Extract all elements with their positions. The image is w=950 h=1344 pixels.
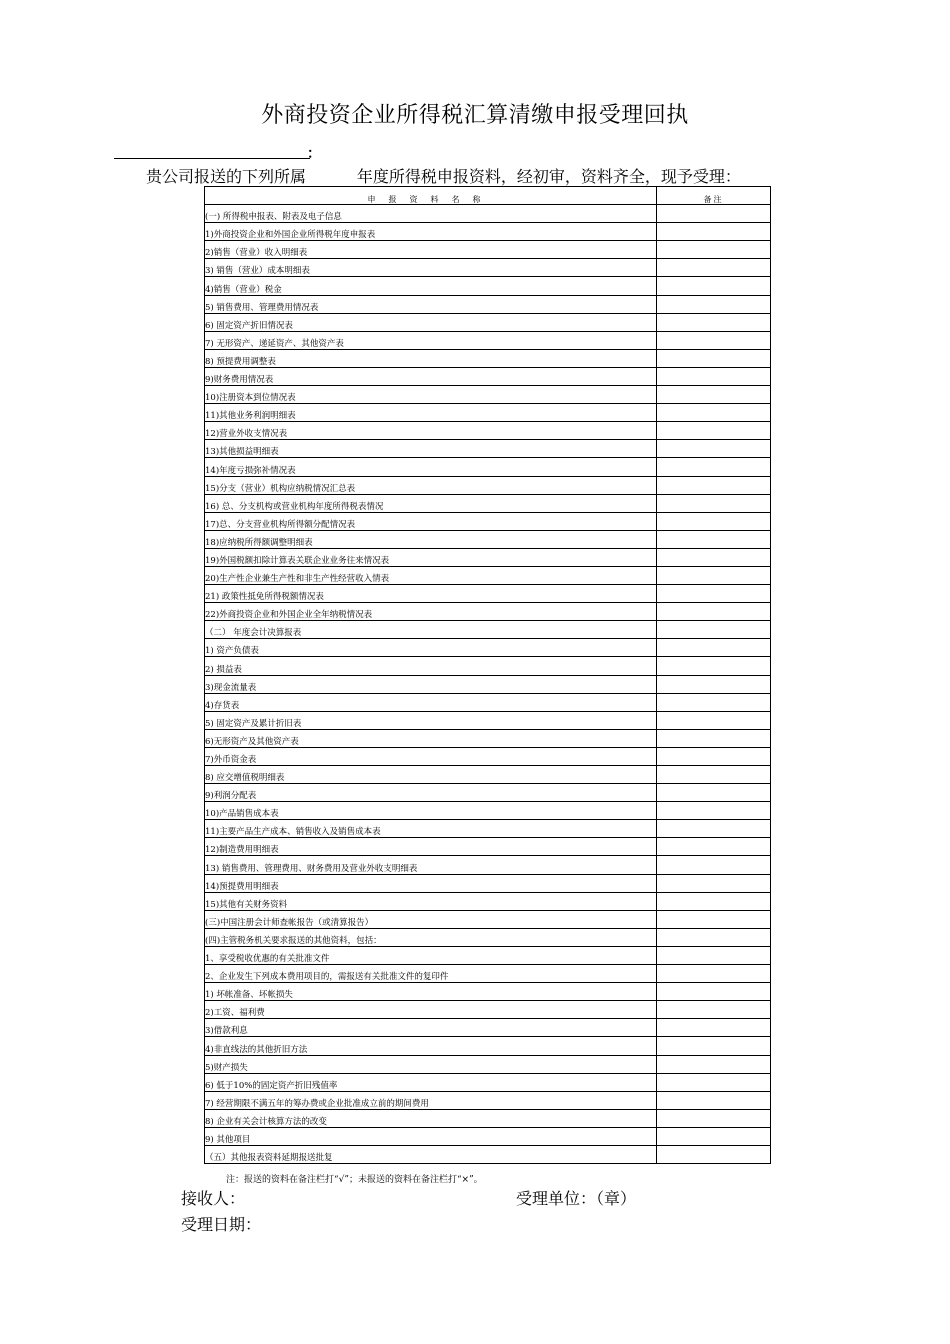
material-name-cell: 3) 销售（营业）成本明细表 <box>205 259 657 277</box>
table-row <box>205 1073 771 1091</box>
table-row <box>205 1055 771 1073</box>
table-row <box>205 657 771 675</box>
table-row <box>205 494 771 512</box>
date-label: 受理日期： <box>181 1215 262 1234</box>
table-row <box>205 965 771 983</box>
remarks-cell[interactable] <box>657 1001 771 1019</box>
remarks-cell[interactable] <box>657 621 771 639</box>
intro-sentence <box>146 164 741 187</box>
table-row <box>205 241 771 259</box>
remarks-cell[interactable] <box>657 476 771 494</box>
material-name-cell: 18)应纳税所得额调整明细表 <box>205 530 657 548</box>
table-row <box>205 639 771 657</box>
table-row <box>205 331 771 349</box>
material-name-cell: （二） 年度会计决算报表 <box>205 621 657 639</box>
material-name-cell: 14)年度亏损弥补情况表 <box>205 458 657 476</box>
addressee-colon: ： <box>307 146 321 162</box>
material-name-cell: 9) 其他项目 <box>205 1127 657 1145</box>
remarks-cell[interactable] <box>657 422 771 440</box>
table-row <box>205 530 771 548</box>
table-row <box>205 766 771 784</box>
material-name-cell: 15)其他有关财务资料 <box>205 892 657 910</box>
material-name-cell: 4)非直线法的其他折旧方法 <box>205 1037 657 1055</box>
table-row <box>205 277 771 295</box>
table-row <box>205 585 771 603</box>
material-name-cell: 11)主要产品生产成本、销售收入及销售成本表 <box>205 820 657 838</box>
remarks-cell[interactable] <box>657 1127 771 1145</box>
material-name-cell: 4)存货表 <box>205 693 657 711</box>
table-row <box>205 621 771 639</box>
remarks-cell[interactable] <box>657 675 771 693</box>
table-row <box>205 1145 771 1163</box>
page-title: 外商投资企业所得税汇算清缴申报受理回执 <box>261 103 689 128</box>
remarks-cell[interactable] <box>657 223 771 241</box>
table-row <box>205 603 771 621</box>
material-name-cell: (一) 所得税申报表、附表及电子信息 <box>205 205 657 223</box>
table-row <box>205 205 771 223</box>
footnote: 注：报送的资料在备注栏打“√”；未报送的资料在备注栏打“×”。 <box>226 1175 483 1185</box>
material-name-cell: 4)销售（营业）税金 <box>205 277 657 295</box>
material-name-cell: (三)中国注册会计师查帐报告（或清算报告） <box>205 910 657 928</box>
material-name-cell: 7)外币资金表 <box>205 747 657 765</box>
remarks-cell[interactable] <box>657 585 771 603</box>
remarks-cell[interactable] <box>657 349 771 367</box>
material-name-cell: 10)注册资本到位情况表 <box>205 386 657 404</box>
table-row <box>205 983 771 1001</box>
material-name-cell: (四)主管税务机关要求报送的其他资料，包括： <box>205 928 657 946</box>
material-name-cell: 1、享受税收优惠的有关批准文件 <box>205 946 657 964</box>
remarks-cell[interactable] <box>657 657 771 675</box>
remarks-cell[interactable] <box>657 784 771 802</box>
material-name-cell: 2) 损益表 <box>205 657 657 675</box>
table-row <box>205 548 771 566</box>
remarks-cell[interactable] <box>657 259 771 277</box>
table-row <box>205 386 771 404</box>
header-material-name: 申报资料名称 <box>205 187 657 205</box>
table-row <box>205 838 771 856</box>
table-row <box>205 458 771 476</box>
material-name-cell: 1) 资产负债表 <box>205 639 657 657</box>
remarks-cell[interactable] <box>657 458 771 476</box>
remarks-cell[interactable] <box>657 1145 771 1163</box>
remarks-cell[interactable] <box>657 367 771 385</box>
table-row <box>205 404 771 422</box>
remarks-cell[interactable] <box>657 241 771 259</box>
material-name-cell: 8) 预提费用调整表 <box>205 349 657 367</box>
table-row <box>205 1001 771 1019</box>
material-name-cell: 10)产品销售成本表 <box>205 802 657 820</box>
remarks-cell[interactable] <box>657 639 771 657</box>
remarks-cell[interactable] <box>657 331 771 349</box>
table-row <box>205 1109 771 1127</box>
material-name-cell: 5)财产损失 <box>205 1055 657 1073</box>
remarks-cell[interactable] <box>657 1037 771 1055</box>
table-row <box>205 295 771 313</box>
table-row <box>205 711 771 729</box>
table-row <box>205 946 771 964</box>
table-row <box>205 784 771 802</box>
table-row <box>205 820 771 838</box>
material-name-cell: 21) 政策性抵免所得税额情况表 <box>205 585 657 603</box>
material-name-cell: 20)生产性企业兼生产性和非生产性经营收入情表 <box>205 566 657 584</box>
material-name-cell: 14)预提费用明细表 <box>205 874 657 892</box>
table-row <box>205 313 771 331</box>
table-row <box>205 349 771 367</box>
material-name-cell: 3)借款利息 <box>205 1019 657 1037</box>
addressee-blank-field[interactable] <box>114 142 310 159</box>
table-row <box>205 223 771 241</box>
remarks-cell[interactable] <box>657 1109 771 1127</box>
remarks-cell[interactable] <box>657 277 771 295</box>
remarks-cell[interactable] <box>657 856 771 874</box>
material-name-cell: 1) 坏帐准备、坏帐损失 <box>205 983 657 1001</box>
table-row <box>205 675 771 693</box>
material-name-cell: 11)其他业务利润明细表 <box>205 404 657 422</box>
material-name-cell: 8) 应交增值税明细表 <box>205 766 657 784</box>
remarks-cell[interactable] <box>657 603 771 621</box>
table-row <box>205 892 771 910</box>
material-name-cell: 2)销售（营业）收入明细表 <box>205 241 657 259</box>
material-name-cell: 22)外商投资企业和外国企业全年纳税情况表 <box>205 603 657 621</box>
table-row <box>205 729 771 747</box>
table-row <box>205 693 771 711</box>
remarks-cell[interactable] <box>657 892 771 910</box>
material-name-cell: 6)无形资产及其他资产表 <box>205 729 657 747</box>
remarks-cell[interactable] <box>657 566 771 584</box>
remarks-cell[interactable] <box>657 1055 771 1073</box>
remarks-cell[interactable] <box>657 874 771 892</box>
material-name-cell: 2)工资、福利费 <box>205 1001 657 1019</box>
table-row <box>205 874 771 892</box>
table-row <box>205 1037 771 1055</box>
table-row <box>205 367 771 385</box>
remarks-cell[interactable] <box>657 386 771 404</box>
table-row <box>205 512 771 530</box>
remarks-cell[interactable] <box>657 946 771 964</box>
remarks-cell[interactable] <box>657 1019 771 1037</box>
table-row <box>205 747 771 765</box>
remarks-cell[interactable] <box>657 965 771 983</box>
remarks-cell[interactable] <box>657 295 771 313</box>
material-name-cell: 13)其他损益明细表 <box>205 440 657 458</box>
table-row <box>205 802 771 820</box>
intro-part1: 贵公司报送的下列所属 <box>146 167 307 186</box>
remarks-cell[interactable] <box>657 1073 771 1091</box>
remarks-cell[interactable] <box>657 494 771 512</box>
remarks-cell[interactable] <box>657 838 771 856</box>
table-row <box>205 440 771 458</box>
table-row <box>205 1091 771 1109</box>
remarks-cell[interactable] <box>657 766 771 784</box>
remarks-cell[interactable] <box>657 910 771 928</box>
table-header-row <box>205 187 771 205</box>
remarks-cell[interactable] <box>657 1091 771 1109</box>
table-row <box>205 928 771 946</box>
remarks-cell[interactable] <box>657 530 771 548</box>
remarks-cell[interactable] <box>657 983 771 1001</box>
table-row <box>205 566 771 584</box>
material-name-cell: 9)利润分配表 <box>205 784 657 802</box>
material-name-cell: 6) 低于10%的固定资产折旧残值率 <box>205 1073 657 1091</box>
year-blank[interactable] <box>306 167 357 186</box>
material-name-cell: 13) 销售费用、管理费用、财务费用及营业外收支明细表 <box>205 856 657 874</box>
remarks-cell[interactable] <box>657 747 771 765</box>
table-row <box>205 856 771 874</box>
material-name-cell: 12)制造费用明细表 <box>205 838 657 856</box>
material-name-cell: 3)现金流量表 <box>205 675 657 693</box>
table-row <box>205 259 771 277</box>
receiver-label: 接收人： <box>181 1189 246 1208</box>
remarks-cell[interactable] <box>657 440 771 458</box>
remarks-cell[interactable] <box>657 512 771 530</box>
table-row <box>205 1019 771 1037</box>
material-name-cell: 7) 经营期限不满五年的筹办费或企业批准成立前的期间费用 <box>205 1091 657 1109</box>
remarks-cell[interactable] <box>657 693 771 711</box>
material-name-cell: 9)财务费用情况表 <box>205 367 657 385</box>
material-name-cell: 5) 销售费用、管理费用情况表 <box>205 295 657 313</box>
table-row <box>205 910 771 928</box>
material-name-cell: 1)外商投资企业和外国企业所得税年度申报表 <box>205 223 657 241</box>
material-name-cell: 6) 固定资产折旧情况表 <box>205 313 657 331</box>
remarks-cell[interactable] <box>657 404 771 422</box>
table-row <box>205 476 771 494</box>
material-name-cell: 2、企业发生下列成本费用项目的，需报送有关批准文件的复印件 <box>205 965 657 983</box>
remarks-cell[interactable] <box>657 928 771 946</box>
remarks-cell[interactable] <box>657 313 771 331</box>
remarks-cell[interactable] <box>657 802 771 820</box>
remarks-cell[interactable] <box>657 205 771 223</box>
material-name-cell: 12)营业外收支情况表 <box>205 422 657 440</box>
material-name-cell: 16) 总、分支机构或营业机构年度所得税表情况 <box>205 494 657 512</box>
accepting-unit-label: 受理单位：（章） <box>516 1189 637 1208</box>
material-name-cell: 19)外国税额扣除计算表关联企业业务往来情况表 <box>205 548 657 566</box>
remarks-cell[interactable] <box>657 729 771 747</box>
materials-table <box>204 186 771 1164</box>
remarks-cell[interactable] <box>657 548 771 566</box>
material-name-cell: 15)分支（营业）机构应纳税情况汇总表 <box>205 476 657 494</box>
intro-part2: 年度所得税申报资料，经初审，资料齐全，现予受理： <box>356 167 741 186</box>
material-name-cell: 5) 固定资产及累计折旧表 <box>205 711 657 729</box>
table-row <box>205 422 771 440</box>
remarks-cell[interactable] <box>657 820 771 838</box>
material-name-cell: 8) 企业有关会计核算方法的改变 <box>205 1109 657 1127</box>
header-remarks: 备注 <box>657 187 771 205</box>
material-name-cell: （五）其他报表资料延期报送批复 <box>205 1145 657 1163</box>
remarks-cell[interactable] <box>657 711 771 729</box>
material-name-cell: 17)总、分支营业机构所得额分配情况表 <box>205 512 657 530</box>
material-name-cell: 7) 无形资产、递延资产、其他资产表 <box>205 331 657 349</box>
table-row <box>205 1127 771 1145</box>
